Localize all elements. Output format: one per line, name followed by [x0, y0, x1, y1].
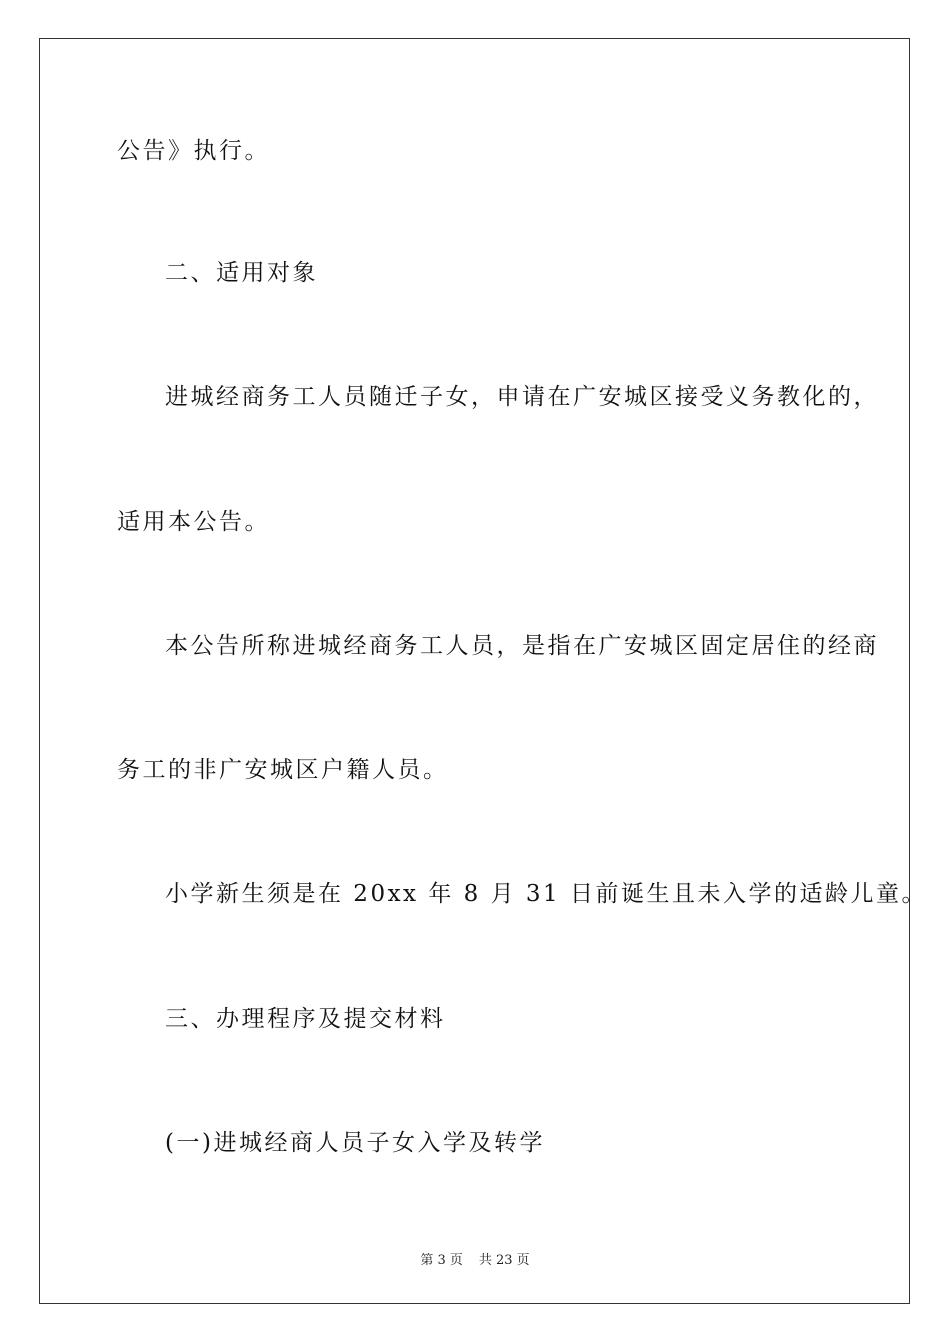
paragraph-line-4: 适用本公告。: [117, 509, 270, 535]
paragraph-line-6: 务工的非广安城区户籍人员。: [117, 757, 449, 783]
section-heading-applicable-targets: 二、适用对象: [165, 260, 318, 286]
page-number: 第 3 页: [420, 1253, 463, 1268]
subsection-heading: (一)进城经商人员子女入学及转学: [165, 1130, 545, 1156]
paragraph-line-3: 进城经商务工人员随迁子女，申请在广安城区接受义务教化的，: [165, 384, 879, 410]
page-footer: [0, 1249, 950, 1268]
page-border: [39, 38, 910, 1304]
paragraph-line-7: 小学新生须是在 20xx 年 8 月 31 日前诞生且未入学的适龄儿童。: [165, 881, 927, 907]
paragraph-line-5: 本公告所称进城经商务工人员，是指在广安城区固定居住的经商: [165, 633, 879, 659]
paragraph-line-1: 公告》执行。: [117, 138, 270, 164]
section-heading-procedures: 三、办理程序及提交材料: [165, 1006, 446, 1032]
page-total: 共 23 页: [478, 1253, 530, 1268]
